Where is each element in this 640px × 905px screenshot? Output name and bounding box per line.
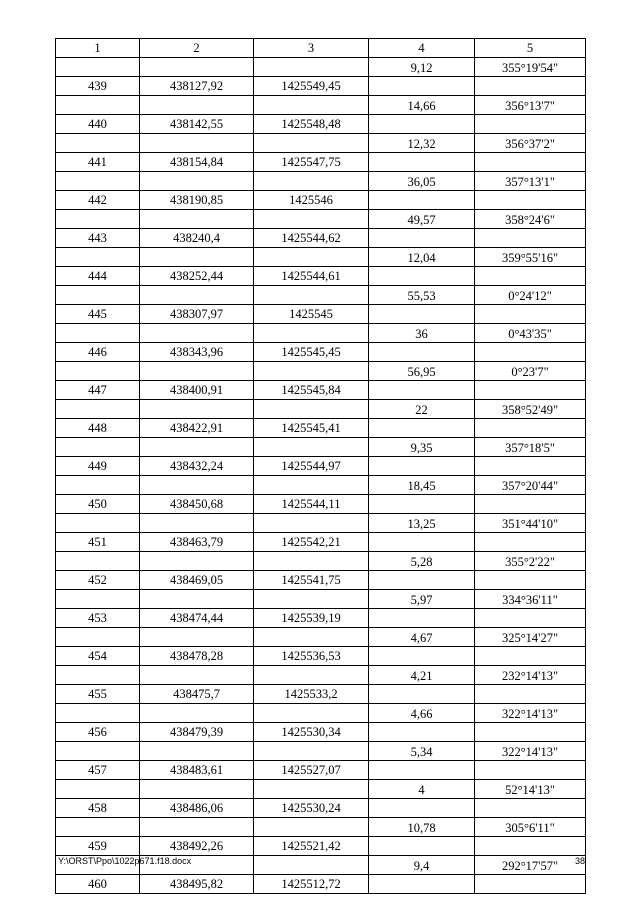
table-row [56, 704, 586, 723]
y-coordinate-cell: 1425548,48 [254, 115, 369, 134]
table-row [56, 476, 586, 495]
bearing-cell: 0°23'7" [475, 363, 586, 382]
distance-cell: 5,97 [369, 591, 475, 610]
table-row [56, 742, 586, 761]
table-row [56, 818, 586, 837]
point-number-cell: 450 [56, 495, 140, 514]
distance-cell [369, 610, 475, 629]
x-coordinate-cell [140, 552, 254, 571]
y-coordinate-cell [254, 780, 369, 799]
table-row [56, 419, 586, 438]
point-number-cell: 440 [56, 115, 140, 134]
bearing-cell: 358°24'6" [475, 211, 586, 230]
table-row [56, 590, 586, 609]
bearing-cell: 355°2'22" [475, 553, 586, 572]
bearing-cell: 358°52'49" [475, 401, 586, 420]
point-number-cell [56, 286, 140, 305]
y-coordinate-cell [254, 248, 369, 267]
point-number-cell [56, 780, 140, 799]
bearing-cell [475, 344, 586, 363]
x-coordinate-cell: 438422,91 [140, 419, 254, 438]
distance-cell: 4,21 [369, 667, 475, 686]
x-coordinate-cell: 438479,39 [140, 723, 254, 742]
distance-cell [369, 420, 475, 439]
point-number-cell: 453 [56, 609, 140, 628]
point-number-cell: 457 [56, 761, 140, 780]
bearing-cell: 356°13'7" [475, 97, 586, 116]
x-coordinate-cell [140, 248, 254, 267]
distance-cell: 12,32 [369, 135, 475, 154]
y-coordinate-cell: 1425546 [254, 191, 369, 210]
y-coordinate-cell: 1425542,21 [254, 533, 369, 552]
distance-cell [369, 838, 475, 857]
x-coordinate-cell: 438463,79 [140, 533, 254, 552]
x-coordinate-cell: 438486,06 [140, 799, 254, 818]
coordinates-table [55, 38, 586, 894]
table-row [56, 286, 586, 305]
bearing-cell [475, 610, 586, 629]
x-coordinate-cell [140, 818, 254, 837]
distance-cell [369, 78, 475, 97]
y-coordinate-cell: 1425539,19 [254, 609, 369, 628]
point-number-cell: 446 [56, 343, 140, 362]
point-number-cell [56, 742, 140, 761]
distance-cell: 56,95 [369, 363, 475, 382]
distance-cell: 13,25 [369, 515, 475, 534]
y-coordinate-cell [254, 58, 369, 77]
point-number-cell: 456 [56, 723, 140, 742]
x-coordinate-cell: 438450,68 [140, 495, 254, 514]
bearing-cell: 232°14'13" [475, 667, 586, 686]
point-number-cell: 454 [56, 647, 140, 666]
bearing-cell [475, 230, 586, 249]
y-coordinate-cell: 1425544,62 [254, 229, 369, 248]
x-coordinate-cell [140, 172, 254, 191]
table-row [56, 305, 586, 324]
x-coordinate-cell: 438475,7 [140, 685, 254, 704]
bearing-cell [475, 78, 586, 97]
distance-cell: 12,04 [369, 249, 475, 268]
bearing-cell: 357°20'44" [475, 477, 586, 496]
bearing-cell [475, 762, 586, 781]
point-number-cell: 445 [56, 305, 140, 324]
x-coordinate-cell: 438474,44 [140, 609, 254, 628]
y-coordinate-cell [254, 172, 369, 191]
bearing-cell: 325°14'27" [475, 629, 586, 648]
distance-cell [369, 686, 475, 705]
y-coordinate-cell [254, 324, 369, 343]
x-coordinate-cell: 438495,82 [140, 875, 254, 894]
y-coordinate-cell [254, 96, 369, 115]
bearing-cell: 292°17'57" [475, 857, 586, 876]
distance-cell: 18,45 [369, 477, 475, 496]
distance-cell [369, 154, 475, 173]
x-coordinate-cell [140, 476, 254, 495]
point-number-cell [56, 628, 140, 647]
point-number-cell [56, 666, 140, 685]
distance-cell [369, 268, 475, 287]
point-number-cell: 447 [56, 381, 140, 400]
point-number-cell [56, 590, 140, 609]
point-number-cell: 449 [56, 457, 140, 476]
point-number-cell [56, 134, 140, 153]
bearing-cell: 305°6'11" [475, 819, 586, 838]
column-header-3: 3 [254, 39, 369, 58]
table-body [56, 58, 586, 894]
distance-cell [369, 534, 475, 553]
table-row [56, 267, 586, 286]
table-row [56, 153, 586, 172]
x-coordinate-cell: 438240,4 [140, 229, 254, 248]
point-number-cell [56, 552, 140, 571]
y-coordinate-cell: 1425545 [254, 305, 369, 324]
y-coordinate-cell: 1425547,75 [254, 153, 369, 172]
y-coordinate-cell: 1425530,24 [254, 799, 369, 818]
y-coordinate-cell [254, 590, 369, 609]
bearing-cell: 322°14'13" [475, 705, 586, 724]
table-row [56, 875, 586, 894]
distance-cell: 14,66 [369, 97, 475, 116]
table-row [56, 210, 586, 229]
y-coordinate-cell: 1425549,45 [254, 77, 369, 96]
table-row [56, 400, 586, 419]
table-row [56, 77, 586, 96]
bearing-cell: 355°19'54" [475, 59, 586, 78]
bearing-cell: 359°55'16" [475, 249, 586, 268]
distance-cell [369, 116, 475, 135]
x-coordinate-cell [140, 438, 254, 457]
point-number-cell: 460 [56, 875, 140, 894]
point-number-cell: 443 [56, 229, 140, 248]
table-row [56, 780, 586, 799]
x-coordinate-cell [140, 286, 254, 305]
table-row [56, 647, 586, 666]
table-row [56, 191, 586, 210]
distance-cell: 22 [369, 401, 475, 420]
point-number-cell: 452 [56, 571, 140, 590]
table-row [56, 552, 586, 571]
table-row [56, 324, 586, 343]
bearing-cell: 0°24'12" [475, 287, 586, 306]
y-coordinate-cell [254, 476, 369, 495]
point-number-cell [56, 476, 140, 495]
bearing-cell [475, 724, 586, 743]
x-coordinate-cell: 438343,96 [140, 343, 254, 362]
point-number-cell: 441 [56, 153, 140, 172]
table-row [56, 837, 586, 856]
x-coordinate-cell [140, 666, 254, 685]
x-coordinate-cell [140, 742, 254, 761]
table-row [56, 172, 586, 191]
y-coordinate-cell [254, 400, 369, 419]
y-coordinate-cell: 1425536,53 [254, 647, 369, 666]
x-coordinate-cell [140, 514, 254, 533]
point-number-cell [56, 172, 140, 191]
distance-cell [369, 572, 475, 591]
column-header-5: 5 [475, 39, 586, 58]
distance-cell: 5,34 [369, 743, 475, 762]
distance-cell [369, 230, 475, 249]
bearing-cell [475, 382, 586, 401]
bearing-cell: 0°43'35" [475, 325, 586, 344]
x-coordinate-cell: 438190,85 [140, 191, 254, 210]
table-header-row [56, 39, 586, 58]
x-coordinate-cell: 438432,24 [140, 457, 254, 476]
bearing-cell: 357°18'5" [475, 439, 586, 458]
point-number-cell [56, 96, 140, 115]
table-row [56, 248, 586, 267]
distance-cell: 4,67 [369, 629, 475, 648]
y-coordinate-cell [254, 742, 369, 761]
point-number-cell [56, 58, 140, 77]
column-header-1: 1 [56, 39, 140, 58]
bearing-cell [475, 572, 586, 591]
x-coordinate-cell: 438127,92 [140, 77, 254, 96]
y-coordinate-cell [254, 856, 369, 875]
y-coordinate-cell: 1425527,07 [254, 761, 369, 780]
distance-cell: 4,66 [369, 705, 475, 724]
distance-cell [369, 762, 475, 781]
bearing-cell: 334°36'11" [475, 591, 586, 610]
x-coordinate-cell: 438483,61 [140, 761, 254, 780]
y-coordinate-cell [254, 666, 369, 685]
point-number-cell [56, 514, 140, 533]
y-coordinate-cell: 1425545,84 [254, 381, 369, 400]
point-number-cell [56, 818, 140, 837]
y-coordinate-cell [254, 552, 369, 571]
x-coordinate-cell [140, 400, 254, 419]
x-coordinate-cell: 438307,97 [140, 305, 254, 324]
bearing-cell [475, 876, 586, 895]
x-coordinate-cell: 438492,26 [140, 837, 254, 856]
y-coordinate-cell: 1425512,72 [254, 875, 369, 894]
bearing-cell [475, 268, 586, 287]
x-coordinate-cell: 438252,44 [140, 267, 254, 286]
point-number-cell: 439 [56, 77, 140, 96]
point-number-cell: 442 [56, 191, 140, 210]
bearing-cell [475, 800, 586, 819]
table-row [56, 343, 586, 362]
x-coordinate-cell: 438142,55 [140, 115, 254, 134]
x-coordinate-cell [140, 362, 254, 381]
point-number-cell [56, 438, 140, 457]
bearing-cell [475, 838, 586, 857]
y-coordinate-cell [254, 628, 369, 647]
y-coordinate-cell [254, 438, 369, 457]
point-number-cell: 459 [56, 837, 140, 856]
bearing-cell: 322°14'13" [475, 743, 586, 762]
table-row [56, 457, 586, 476]
bearing-cell [475, 192, 586, 211]
bearing-cell [475, 686, 586, 705]
distance-cell: 9,12 [369, 59, 475, 78]
distance-cell [369, 800, 475, 819]
table-row [56, 533, 586, 552]
table-row [56, 666, 586, 685]
distance-cell: 4 [369, 781, 475, 800]
point-number-cell: 458 [56, 799, 140, 818]
distance-cell: 10,78 [369, 819, 475, 838]
x-coordinate-cell: 438469,05 [140, 571, 254, 590]
y-coordinate-cell [254, 704, 369, 723]
table-row [56, 362, 586, 381]
distance-cell: 49,57 [369, 211, 475, 230]
table-row [56, 115, 586, 134]
point-number-cell: 448 [56, 419, 140, 438]
distance-cell [369, 306, 475, 325]
distance-cell [369, 382, 475, 401]
bearing-cell: 357°13'1" [475, 173, 586, 192]
point-number-cell [56, 324, 140, 343]
bearing-cell [475, 496, 586, 515]
y-coordinate-cell: 1425521,42 [254, 837, 369, 856]
table-row [56, 571, 586, 590]
point-number-cell [56, 400, 140, 419]
distance-cell: 55,53 [369, 287, 475, 306]
bearing-cell [475, 458, 586, 477]
table-row [56, 761, 586, 780]
x-coordinate-cell [140, 628, 254, 647]
footer-file-path: Y:\ORST\Ppo\1022p671.f18.docx [58, 856, 192, 866]
point-number-cell [56, 362, 140, 381]
table-row [56, 514, 586, 533]
distance-cell [369, 876, 475, 895]
x-coordinate-cell [140, 780, 254, 799]
bearing-cell: 351°44'10" [475, 515, 586, 534]
distance-cell: 36 [369, 325, 475, 344]
distance-cell [369, 192, 475, 211]
point-number-cell: 451 [56, 533, 140, 552]
point-number-cell: 455 [56, 685, 140, 704]
distance-cell: 36,05 [369, 173, 475, 192]
distance-cell: 5,28 [369, 553, 475, 572]
table-row [56, 628, 586, 647]
x-coordinate-cell [140, 134, 254, 153]
y-coordinate-cell: 1425544,11 [254, 495, 369, 514]
y-coordinate-cell: 1425530,34 [254, 723, 369, 742]
y-coordinate-cell [254, 286, 369, 305]
distance-cell [369, 496, 475, 515]
y-coordinate-cell: 1425545,45 [254, 343, 369, 362]
distance-cell: 9,35 [369, 439, 475, 458]
x-coordinate-cell [140, 58, 254, 77]
table-row [56, 609, 586, 628]
bearing-cell [475, 306, 586, 325]
y-coordinate-cell [254, 362, 369, 381]
table-row [56, 58, 586, 77]
bearing-cell [475, 648, 586, 667]
y-coordinate-cell: 1425544,97 [254, 457, 369, 476]
point-number-cell: 444 [56, 267, 140, 286]
x-coordinate-cell [140, 704, 254, 723]
y-coordinate-cell: 1425545,41 [254, 419, 369, 438]
x-coordinate-cell [140, 324, 254, 343]
table-row [56, 495, 586, 514]
table-row [56, 96, 586, 115]
bearing-cell [475, 534, 586, 553]
x-coordinate-cell [140, 210, 254, 229]
table-row [56, 229, 586, 248]
point-number-cell [56, 704, 140, 723]
y-coordinate-cell [254, 514, 369, 533]
bearing-cell [475, 154, 586, 173]
column-header-4: 4 [369, 39, 475, 58]
bearing-cell: 52°14'13" [475, 781, 586, 800]
distance-cell [369, 344, 475, 363]
table-row [56, 723, 586, 742]
table-row [56, 134, 586, 153]
distance-cell [369, 458, 475, 477]
distance-cell: 9,4 [369, 857, 475, 876]
x-coordinate-cell [140, 96, 254, 115]
x-coordinate-cell: 438154,84 [140, 153, 254, 172]
distance-cell [369, 648, 475, 667]
column-header-2: 2 [140, 39, 254, 58]
footer-page-number: 38 [574, 856, 585, 866]
x-coordinate-cell: 438478,28 [140, 647, 254, 666]
bearing-cell: 356°37'2" [475, 135, 586, 154]
bearing-cell [475, 116, 586, 135]
y-coordinate-cell [254, 818, 369, 837]
point-number-cell [56, 248, 140, 267]
bearing-cell [475, 420, 586, 439]
table-row [56, 685, 586, 704]
y-coordinate-cell [254, 134, 369, 153]
distance-cell [369, 724, 475, 743]
y-coordinate-cell: 1425544,61 [254, 267, 369, 286]
table-row [56, 799, 586, 818]
x-coordinate-cell: 438400,91 [140, 381, 254, 400]
x-coordinate-cell [140, 590, 254, 609]
point-number-cell [56, 210, 140, 229]
y-coordinate-cell [254, 210, 369, 229]
table-row [56, 381, 586, 400]
y-coordinate-cell: 1425541,75 [254, 571, 369, 590]
y-coordinate-cell: 1425533,2 [254, 685, 369, 704]
table-row [56, 438, 586, 457]
